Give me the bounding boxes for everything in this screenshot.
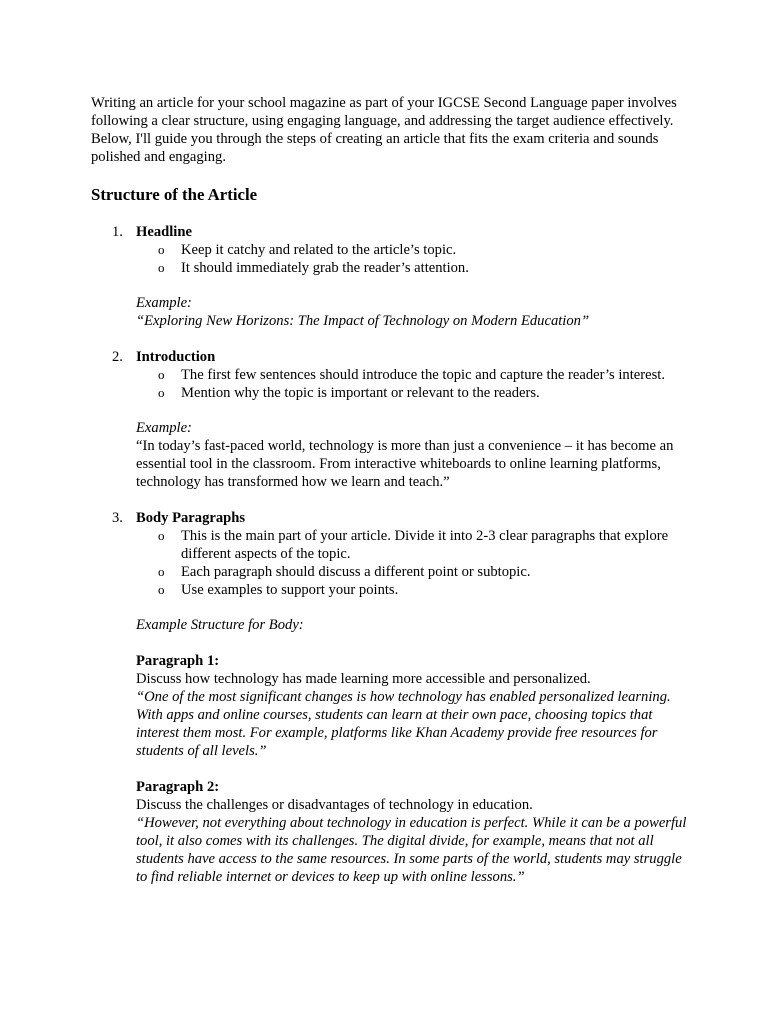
bullet-text: Keep it catchy and related to the article’s topic. <box>181 242 457 258</box>
intro-paragraph: Writing an article for your school magazine as part of your IGCSE Second Language paper involves following a clear structure, using engaging language, and addressing the target audience effectively. Below, I'll guide you through the steps of creating an article that fits the exam criteria and sounds polished and engaging. <box>91 95 677 165</box>
bullet-item <box>136 527 691 563</box>
section-title: Structure of the Article <box>91 185 258 204</box>
list-item-introduction <box>91 348 691 366</box>
bullet-item <box>136 366 691 384</box>
bullet-text: Each paragraph should discuss a different point or subtopic. <box>181 564 531 580</box>
example-label: Example Structure for Body: <box>136 617 304 633</box>
paragraph-heading: Paragraph 1: <box>136 653 220 669</box>
bullet-text: The first few sentences should introduce the topic and capture the reader’s interest. <box>181 367 665 383</box>
bullet-item <box>136 581 691 599</box>
item-number: 1. <box>112 224 123 240</box>
bullet-text: Mention why the topic is important or relevant to the readers. <box>181 385 540 401</box>
bullet-list <box>91 241 691 277</box>
bullet-list <box>91 366 691 402</box>
bullet-marker-icon: o <box>158 367 165 382</box>
example-label: Example: <box>136 295 192 311</box>
bullet-text: This is the main part of your article. Divide it into 2-3 clear paragraphs that explore different aspects of the topic. <box>181 528 669 562</box>
bullet-marker-icon: o <box>158 242 165 257</box>
example-block <box>91 294 691 330</box>
bullet-item <box>136 384 691 402</box>
example-text: “In today’s fast-paced world, technology is more than just a convenience – it has become an essential tool in the classroom. From interactive whiteboards to online learning platforms, technology has transformed how we learn and teach.” <box>136 438 674 490</box>
document-page <box>91 94 691 886</box>
bullet-text: Use examples to support your points. <box>181 582 399 598</box>
bullet-marker-icon: o <box>158 528 165 543</box>
paragraph-description: Discuss how technology has made learning more accessible and personalized. <box>136 671 591 687</box>
example-block <box>91 616 691 886</box>
paragraph-quote: “One of the most significant changes is how technology has enabled personalized learning. With apps and online courses, students can learn at their own pace, choosing topics that interest them most. For example, platforms like Khan Academy provide free resources for students of all levels.” <box>136 689 671 759</box>
bullet-item <box>136 241 691 259</box>
bullet-item <box>136 259 691 277</box>
paragraph-description: Discuss the challenges or disadvantages of technology in education. <box>136 797 533 813</box>
bullet-marker-icon: o <box>158 582 165 597</box>
item-heading: Body Paragraphs <box>136 510 246 526</box>
bullet-marker-icon: o <box>158 385 165 400</box>
bullet-list <box>91 527 691 599</box>
bullet-item <box>136 563 691 581</box>
list-item-headline <box>91 223 691 241</box>
item-number: 2. <box>112 349 123 365</box>
example-block <box>91 419 691 491</box>
item-heading: Headline <box>136 224 192 240</box>
paragraph-heading: Paragraph 2: <box>136 779 220 795</box>
bullet-marker-icon: o <box>158 564 165 579</box>
bullet-marker-icon: o <box>158 260 165 275</box>
item-heading: Introduction <box>136 349 216 365</box>
example-text: “Exploring New Horizons: The Impact of Technology on Modern Education” <box>136 313 590 329</box>
paragraph-quote: “However, not everything about technology in education is perfect. While it can be a powerful tool, it also comes with its challenges. The digital divide, for example, means that not all students have access to the same resources. In some parts of the world, students may struggle to find reliable internet or devices to keep up with online lessons.” <box>136 815 687 885</box>
item-number: 3. <box>112 510 123 526</box>
bullet-text: It should immediately grab the reader’s attention. <box>181 260 469 276</box>
list-item-body-paragraphs <box>91 509 691 527</box>
example-label: Example: <box>136 420 192 436</box>
